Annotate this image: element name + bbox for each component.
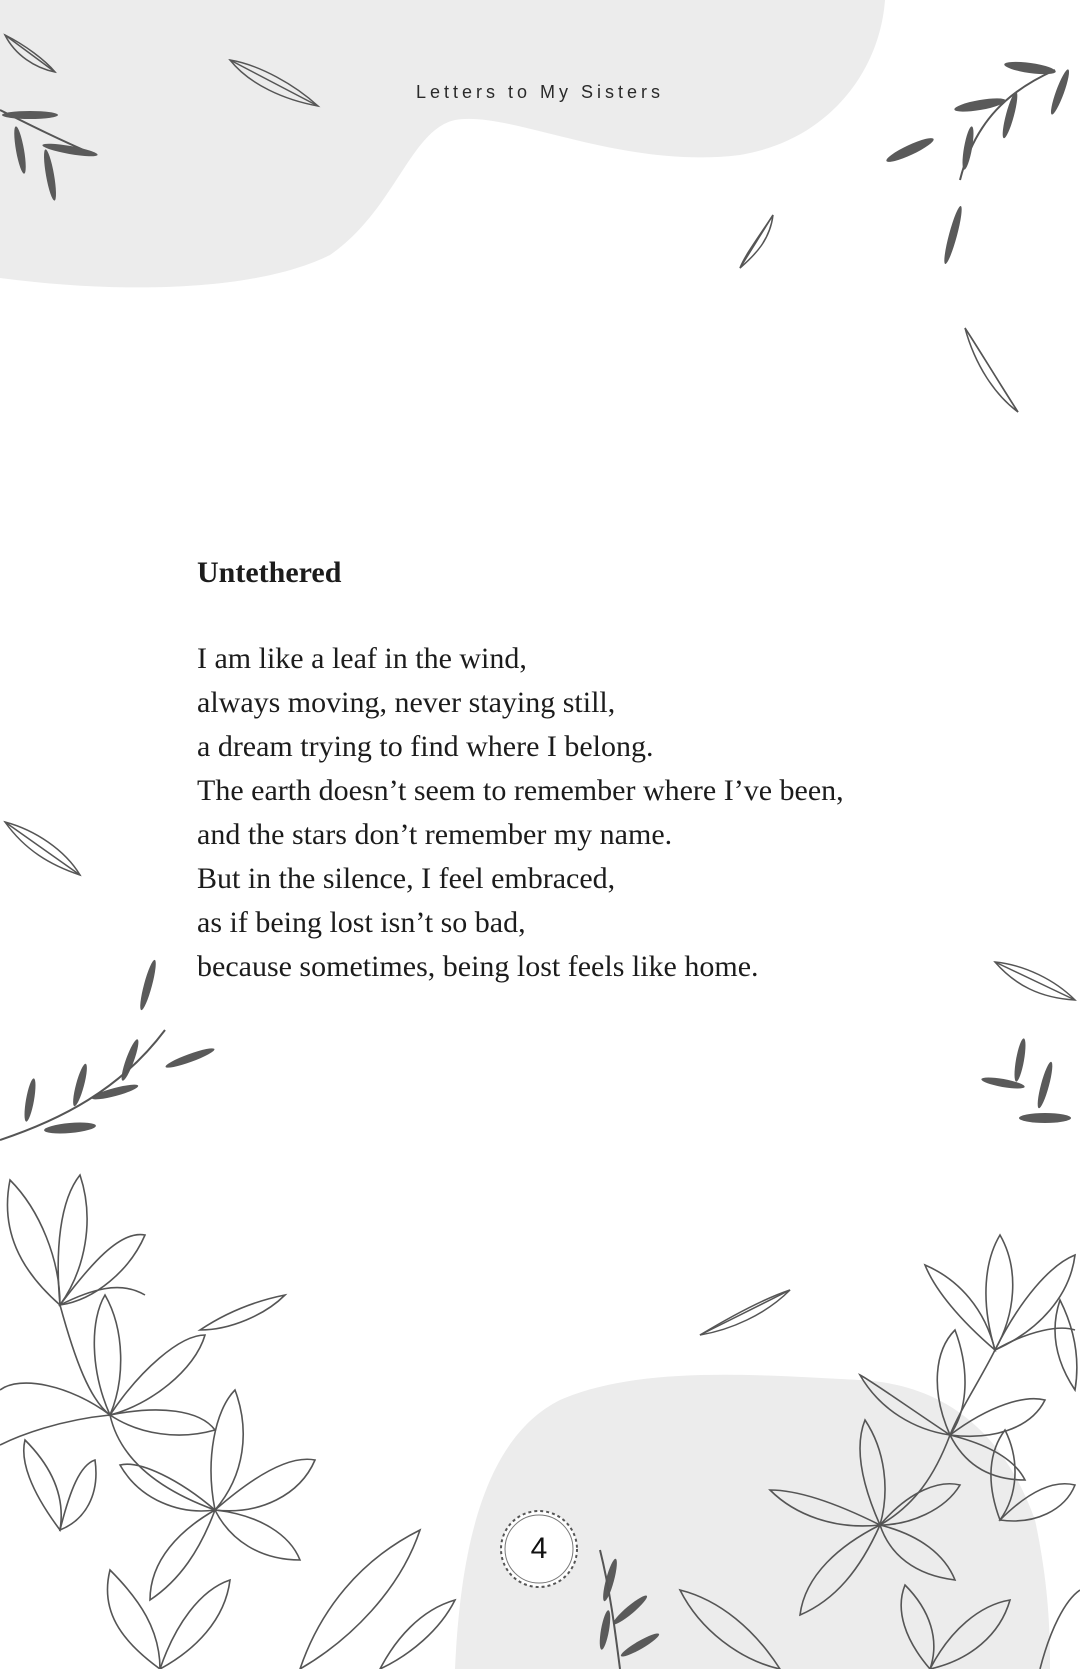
- leaf-outline-top-right: [740, 215, 1018, 412]
- running-header: Letters to My Sisters: [415, 82, 665, 102]
- poem-line: The earth doesn’t seem to remember where I’ve been,: [197, 774, 844, 807]
- sprig-right-middle-leaves: [981, 1038, 1071, 1123]
- leaf-outline-left-middle: [5, 822, 80, 875]
- poem: [197, 553, 1017, 989]
- poem-line: a dream trying to find where I belong.: [197, 730, 654, 763]
- poem-line: as if being lost isn’t so bad,: [197, 906, 526, 939]
- poem-line: I am like a leaf in the wind,: [197, 642, 527, 675]
- poem-line: and the stars don’t remember my name.: [197, 818, 673, 851]
- poem-line: always moving, never staying still,: [197, 686, 616, 719]
- poem-title: Untethered: [197, 556, 342, 589]
- page-number: 4: [530, 1532, 548, 1565]
- poem-body: [197, 637, 1017, 989]
- page-number-badge: [497, 1507, 581, 1591]
- sprig-left-middle-leaves: [22, 959, 216, 1135]
- top-blob: [0, 0, 885, 287]
- flowers-bottom-left: [0, 1175, 455, 1669]
- poem-line: because sometimes, being lost feels like home.: [197, 950, 759, 983]
- leaf-outline-lower-center: [700, 1290, 790, 1335]
- poem-line: But in the silence, I feel embraced,: [197, 862, 616, 895]
